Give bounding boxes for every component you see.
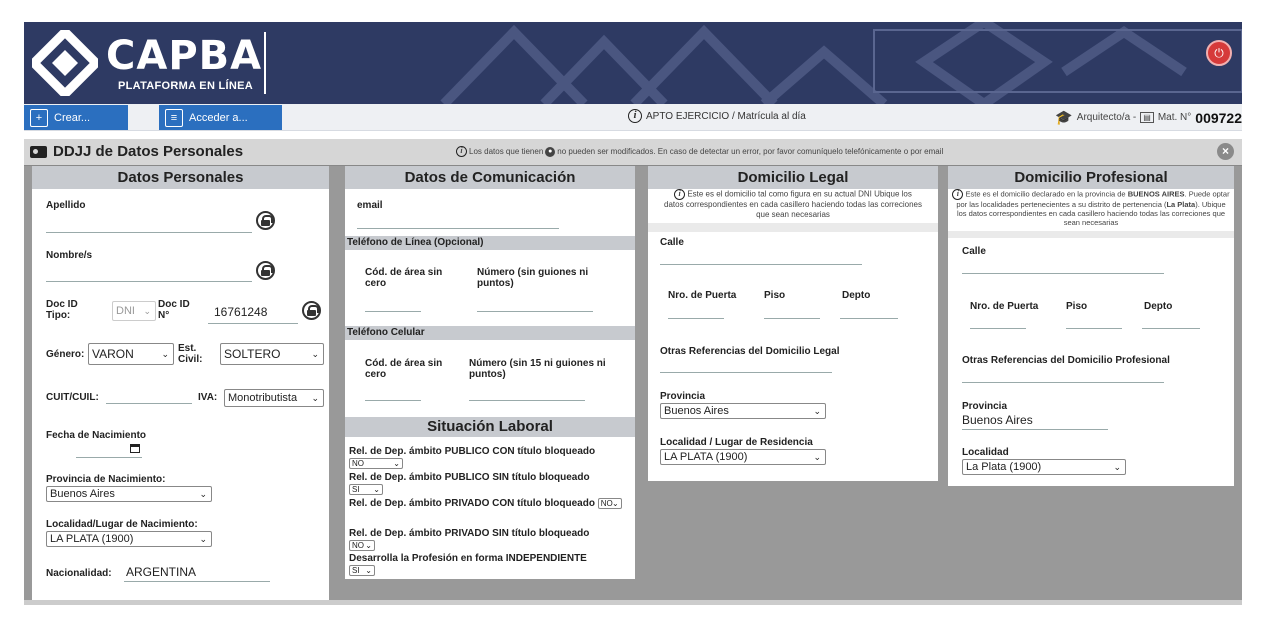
- tel-linea-header: Teléfono de Línea (Opcional): [345, 236, 635, 250]
- num2-label: Número (sin 15 ni guiones ni puntos): [469, 358, 606, 380]
- info-icon: i: [456, 146, 467, 157]
- laboral-row-3-label: Rel. de Dep. ámbito PRIVADO CON título bloqueado: [349, 498, 595, 510]
- datos-comunicacion-panel: [337, 165, 643, 600]
- lock-icon: [256, 261, 275, 280]
- email-field[interactable]: [357, 228, 559, 229]
- id-card-icon: [30, 146, 47, 158]
- genero-value: VARON: [92, 347, 134, 361]
- calendar-icon[interactable]: [130, 444, 140, 453]
- logo-divider: [264, 32, 266, 94]
- doc-tipo-select[interactable]: [112, 301, 156, 321]
- laboral-row-3-value: NO: [600, 499, 613, 508]
- iva-select[interactable]: [224, 389, 324, 407]
- puerta-field[interactable]: [668, 318, 724, 319]
- legal-info: [664, 189, 922, 220]
- chevron-down-icon: ⌄: [1113, 462, 1121, 472]
- otras-field[interactable]: [962, 382, 1164, 383]
- note-pre: Los datos que tienen: [469, 147, 544, 156]
- info-e: ). Ubique los datos correspondientes en cada casillero haciendo todas las correciones que sean necesarias: [956, 200, 1226, 227]
- info-icon: i: [674, 189, 685, 200]
- datos-personales-panel: [24, 165, 337, 600]
- panel-title: Datos Personales: [32, 166, 329, 189]
- loc-nac-select[interactable]: [46, 531, 212, 547]
- chevron-down-icon: ⌄: [393, 459, 400, 468]
- depto-label: Depto: [1144, 301, 1173, 312]
- iva-value: Monotributista: [228, 392, 298, 404]
- calle-label: Calle: [660, 237, 684, 248]
- doc-n-field: [208, 323, 298, 324]
- genero-select[interactable]: [88, 343, 174, 365]
- laboral-row-3: [349, 498, 631, 510]
- laboral-row-5: [349, 553, 631, 577]
- header-banner: [24, 22, 1242, 104]
- panel-body: [648, 189, 938, 481]
- info-a: Este es el domicilio declarado en la provincia de: [965, 189, 1128, 199]
- access-document-icon: ≡: [165, 109, 183, 127]
- nac-label: Nacionalidad:: [46, 568, 112, 579]
- nac-value: ARGENTINA: [126, 565, 197, 579]
- apellido-label: Apellido: [46, 200, 86, 211]
- graduation-cap-icon: 🎓: [1055, 109, 1073, 125]
- tel-celular-header: Teléfono Celular: [345, 326, 635, 340]
- loc-select[interactable]: [962, 459, 1126, 475]
- otras-field[interactable]: [660, 372, 832, 373]
- piso-label: Piso: [1066, 301, 1088, 312]
- section-note: [456, 146, 943, 157]
- calle-field[interactable]: [962, 273, 1164, 274]
- profile-info: [1055, 109, 1242, 126]
- lock-icon: ●: [545, 147, 555, 157]
- acceder-label: Acceder a...: [189, 111, 248, 124]
- otras-label: Otras Referencias del Domicilio Legal: [660, 346, 840, 357]
- chevron-down-icon: ⌄: [813, 452, 821, 462]
- prov-value: Buenos Aires: [962, 413, 1033, 427]
- section-title-text: DDJJ de Datos Personales: [53, 143, 244, 160]
- cuit-field[interactable]: [106, 403, 192, 404]
- capba-logo-mark: [32, 30, 98, 96]
- otras-label: Otras Referencias del Domicilio Profesional: [962, 355, 1170, 366]
- loc-value: LA PLATA (1900): [664, 451, 748, 463]
- area1-field[interactable]: [365, 311, 421, 312]
- loc-label: Localidad: [962, 447, 1009, 458]
- laboral-row-1-label: Rel. de Dep. ámbito PUBLICO CON título bloqueado: [349, 446, 596, 457]
- iva-label: IVA:: [198, 392, 218, 403]
- info-divider: [948, 231, 1234, 238]
- email-label: email: [357, 200, 383, 211]
- banner-pattern: [404, 22, 1242, 104]
- brand-subtitle: PLATAFORMA EN LÍNEA: [118, 80, 254, 92]
- puerta-field[interactable]: [970, 328, 1026, 329]
- prov-value: Buenos Aires: [664, 405, 729, 417]
- prov-nac-label: Provincia de Nacimiento:: [46, 474, 166, 485]
- panel-title: Datos de Comunicación: [345, 166, 635, 189]
- horizontal-scrollbar[interactable]: [24, 600, 1242, 605]
- chevron-down-icon: ⌄: [143, 306, 151, 316]
- acceder-button[interactable]: [159, 105, 282, 130]
- laboral-row-5-label: Desarrolla la Profesión en forma INDEPENDIENTE: [349, 553, 587, 564]
- section-header: [24, 139, 1242, 165]
- fecha-label: Fecha de Nacimiento: [46, 430, 147, 441]
- cuit-label: CUIT/CUIL:: [46, 392, 99, 403]
- piso-field[interactable]: [764, 318, 820, 319]
- legal-info-text: Este es el domicilio tal como figura en su actual DNI Ubique los datos correspondientes en cada casillero haciendo todas las correciones que sean necesarias: [664, 189, 922, 219]
- panel-title: Domicilio Profesional: [948, 166, 1234, 189]
- profesional-info: [952, 189, 1230, 227]
- genero-label: Género:: [46, 349, 85, 360]
- chevron-down-icon: ⌄: [311, 349, 319, 359]
- laboral-row-2-value: SI: [352, 485, 360, 494]
- profile-role: Arquitecto/a -: [1076, 112, 1137, 123]
- nac-field[interactable]: [124, 581, 270, 582]
- panel-body: [948, 189, 1234, 486]
- prov-label: Provincia: [660, 391, 706, 402]
- depto-field[interactable]: [1142, 328, 1200, 329]
- chevron-down-icon: ⌄: [365, 566, 372, 575]
- chevron-down-icon: ⌄: [373, 485, 380, 494]
- status-text: APTO EJERCICIO / Matrícula al día: [646, 110, 806, 122]
- info-icon: i: [952, 189, 963, 200]
- status-indicator: [628, 109, 806, 123]
- crear-label: Crear...: [54, 111, 91, 124]
- toolbar: [24, 104, 1242, 131]
- piso-label: Piso: [764, 290, 786, 301]
- loc-label: Localidad / Lugar de Residencia: [660, 437, 813, 448]
- laboral-row-2-select[interactable]: [349, 484, 383, 495]
- laboral-row-4-select[interactable]: [349, 540, 375, 551]
- prov-nac-select[interactable]: [46, 486, 212, 502]
- panel-body: [345, 189, 635, 579]
- chevron-down-icon: ⌄: [612, 499, 619, 508]
- prov-label: Provincia: [962, 401, 1008, 412]
- prov-field: [962, 429, 1108, 430]
- laboral-row-1-value: NO: [352, 459, 364, 468]
- chevron-down-icon: ⌄: [365, 541, 372, 550]
- laboral-row-2: [349, 472, 631, 496]
- piso-field[interactable]: [1066, 328, 1122, 329]
- num2-field[interactable]: [469, 400, 585, 401]
- area1-label: Cód. de área sin cero: [365, 267, 443, 289]
- laboral-row-5-select[interactable]: [349, 565, 375, 576]
- laboral-row-2-label: Rel. de Dep. ámbito PUBLICO SIN título bloqueado: [349, 472, 590, 483]
- panel-body: [32, 189, 329, 601]
- laboral-row-1-select[interactable]: [349, 458, 403, 469]
- new-document-icon: +: [30, 109, 48, 127]
- capba-logo[interactable]: [32, 26, 282, 98]
- area2-label: Cód. de área sin cero: [365, 358, 443, 380]
- panel-title: Domicilio Legal: [648, 166, 938, 189]
- id-card-icon: ▤: [1140, 112, 1154, 123]
- info-b: BUENOS AIRES: [1127, 189, 1185, 199]
- puerta-label: Nro. de Puerta: [970, 301, 1039, 312]
- calle-label: Calle: [962, 246, 986, 257]
- chevron-down-icon: ⌄: [199, 534, 207, 544]
- crear-button[interactable]: [24, 105, 128, 130]
- info-c: . Puede optar por las localidades pertenecientes a su distrito de pertenencia (: [956, 189, 1230, 209]
- loc-nac-label: Localidad/Lugar de Nacimiento:: [46, 519, 198, 530]
- civil-label: Est. Civil:: [178, 343, 203, 365]
- chevron-down-icon: ⌄: [311, 393, 319, 403]
- chevron-down-icon: ⌄: [813, 406, 821, 416]
- nombre-field[interactable]: [46, 281, 252, 282]
- situacion-laboral-title: Situación Laboral: [345, 417, 635, 437]
- note-post: no pueden ser modificados. En caso de detectar un error, por favor comuníquelo telefónicamente o por email: [557, 147, 944, 156]
- brand-name: CAPBA: [106, 33, 263, 79]
- apellido-field[interactable]: [46, 232, 252, 233]
- domicilio-legal-panel: [640, 165, 946, 600]
- loc-select[interactable]: [660, 449, 826, 465]
- laboral-row-4: [349, 528, 631, 552]
- laboral-row-4-value: NO: [352, 541, 364, 550]
- laboral-row-5-value: SI: [352, 566, 360, 575]
- doc-n-value: 16761248: [214, 305, 268, 319]
- fecha-field[interactable]: [76, 457, 142, 458]
- prov-select[interactable]: [660, 403, 826, 419]
- section-title: [30, 143, 243, 160]
- calle-field[interactable]: [660, 264, 862, 265]
- area2-field[interactable]: [365, 400, 421, 401]
- nombre-label: Nombre/s: [46, 250, 93, 261]
- civil-value: SOLTERO: [224, 347, 281, 361]
- close-icon[interactable]: ×: [1217, 143, 1234, 160]
- info-d: La Plata: [1166, 200, 1196, 209]
- num1-field[interactable]: [477, 311, 593, 312]
- laboral-row-3-select[interactable]: [598, 498, 622, 509]
- loc-nac-value: LA PLATA (1900): [50, 533, 134, 545]
- power-icon[interactable]: ⏻: [1206, 40, 1232, 66]
- profile-mat-number: 009722: [1195, 109, 1242, 126]
- doc-n-label: Doc ID N°: [158, 299, 190, 321]
- domicilio-profesional-panel: [940, 165, 1242, 600]
- num1-label: Número (sin guiones ni puntos): [477, 267, 589, 289]
- prov-nac-value: Buenos Aires: [50, 488, 115, 500]
- civil-select[interactable]: [220, 343, 324, 365]
- depto-label: Depto: [842, 290, 871, 301]
- laboral-row-4-label: Rel. de Dep. ámbito PRIVADO SIN título bloqueado: [349, 528, 590, 539]
- loc-value: La Plata (1900): [966, 461, 1042, 473]
- depto-field[interactable]: [840, 318, 898, 319]
- chevron-down-icon: ⌄: [161, 349, 169, 359]
- lock-icon: [302, 301, 321, 320]
- info-divider: [648, 223, 938, 232]
- chevron-down-icon: ⌄: [199, 489, 207, 499]
- doc-tipo-label: Doc ID Tipo:: [46, 299, 78, 321]
- laboral-row-1: [349, 446, 631, 470]
- info-icon: i: [628, 109, 642, 123]
- puerta-label: Nro. de Puerta: [668, 290, 737, 301]
- profile-mat-label: Mat. N°: [1157, 112, 1192, 123]
- lock-icon: [256, 211, 275, 230]
- doc-tipo-value: DNI: [116, 305, 135, 317]
